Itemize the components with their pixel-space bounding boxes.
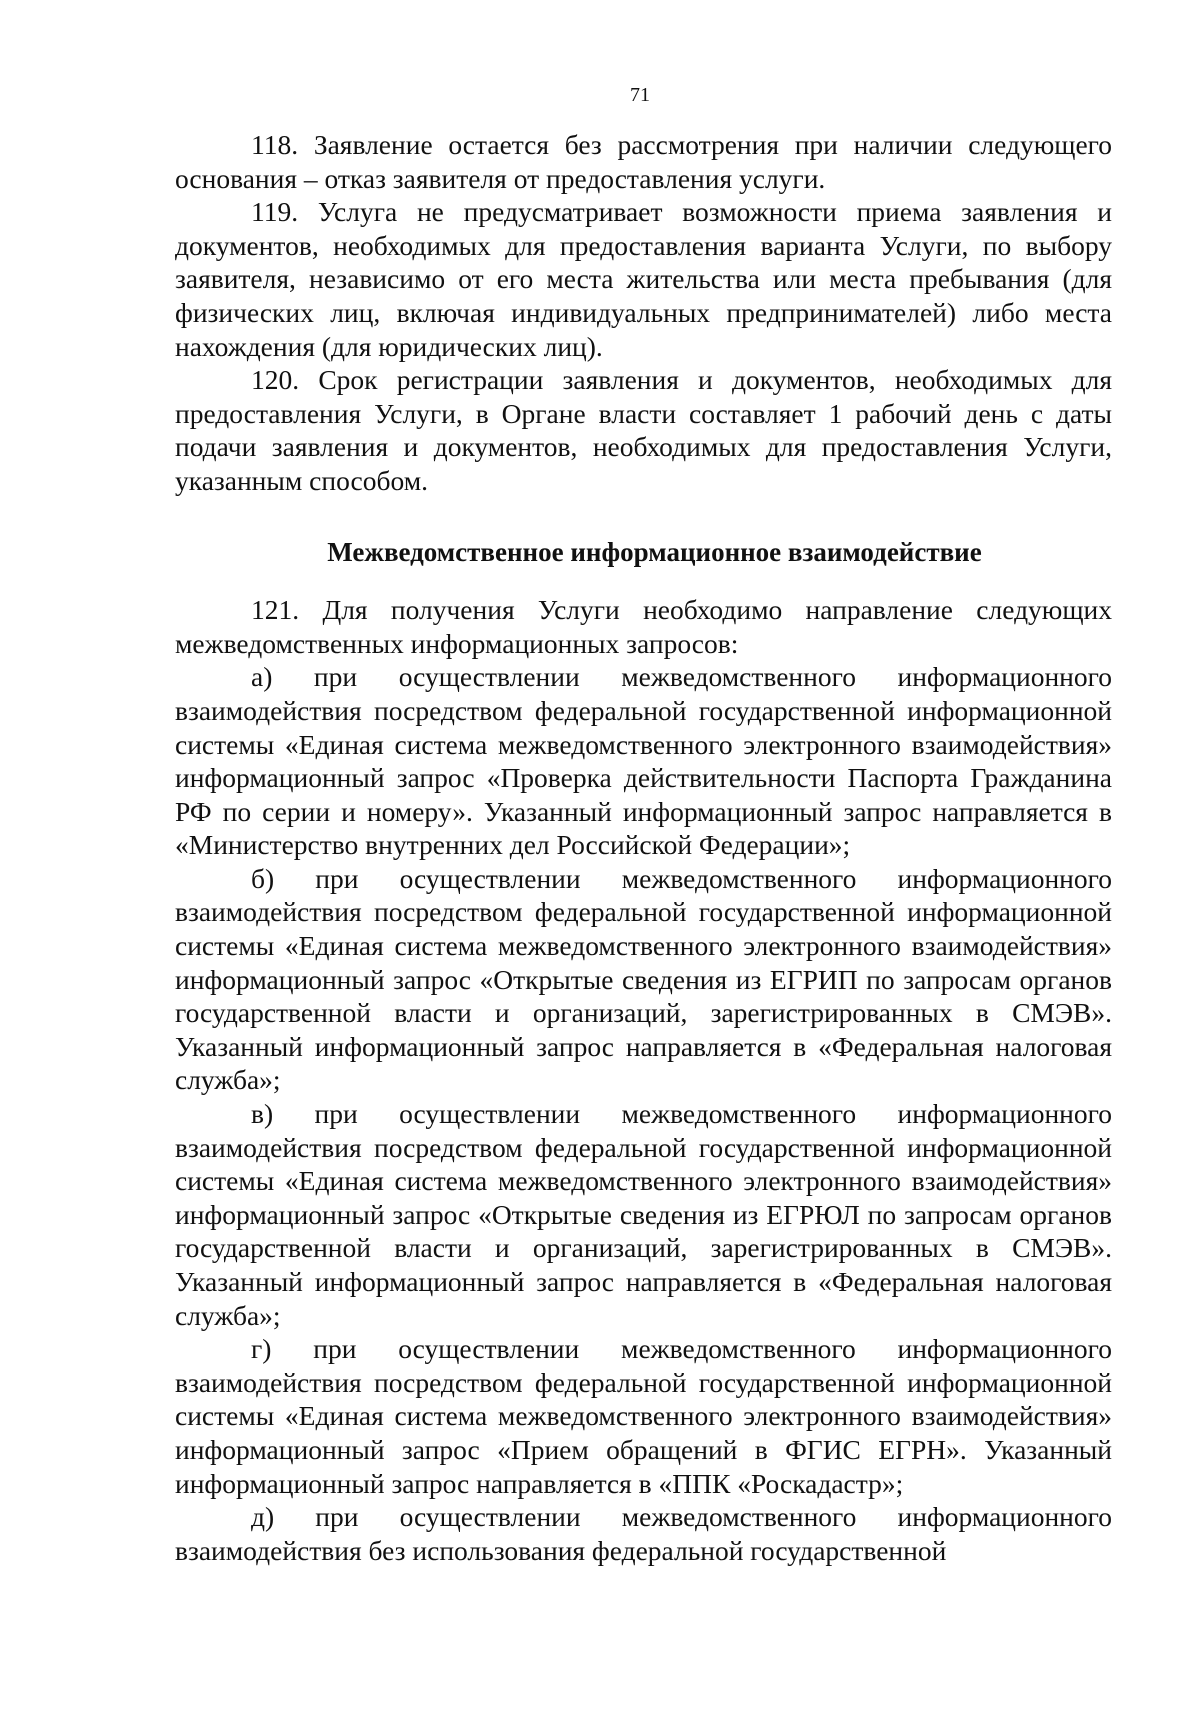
section-heading: Межведомственное информационное взаимодействие	[327, 536, 982, 567]
page-number: 71	[630, 84, 650, 106]
page-content	[175, 128, 1112, 1567]
list-item-d: д) при осуществлении межведомственного информационного взаимодействия без использования федеральной государственной	[175, 1501, 1112, 1566]
paragraph-119: 119. Услуга не предусматривает возможности приема заявления и документов, необходимых для предоставления варианта Услуги, по выбору заявителя, независимо от его места жительства или места пребывания (для физических лиц, включая индивидуальных предпринимателей) либо места нахождения (для юридических лиц).	[175, 196, 1112, 362]
list-item-g: г) при осуществлении межведомственного информационного взаимодействия посредством федеральной государственной информационной системы «Единая система межведомственного электронного взаимодействия» информационный запрос «Прием обращений в ФГИС ЕГРН». Указанный информационный запрос направляется в «ППК «Роскадастр»;	[175, 1333, 1112, 1499]
paragraph-121: 121. Для получения Услуги необходимо направление следующих межведомственных информационных запросов:	[175, 594, 1112, 659]
list-item-v: в) при осуществлении межведомственного информационного взаимодействия посредством федеральной государственной информационной системы «Единая система межведомственного электронного взаимодействия» информационный запрос «Открытые сведения из ЕГРЮЛ по запросам органов государственной власти и организаций, зарегистрированных в СМЭВ». Указанный информационный запрос направляется в «Федеральная налоговая служба»;	[175, 1098, 1112, 1331]
list-item-a: а) при осуществлении межведомственного информационного взаимодействия посредством федеральной государственной информационной системы «Единая система межведомственного электронного взаимодействия» информационный запрос «Проверка действительности Паспорта Гражданина РФ по серии и номеру». Указанный информационный запрос направляется в «Министерство внутренних дел Российской Федерации»;	[175, 661, 1112, 861]
list-item-b: б) при осуществлении межведомственного информационного взаимодействия посредством федеральной государственной информационной системы «Единая система межведомственного электронного взаимодействия» информационный запрос «Открытые сведения из ЕГРИП по запросам органов государственной власти и организаций, зарегистрированных в СМЭВ». Указанный информационный запрос направляется в «Федеральная налоговая служба»;	[175, 862, 1112, 1096]
paragraph-120: 120. Срок регистрации заявления и документов, необходимых для предоставления Услуги, в Органе власти составляет 1 рабочий день с даты подачи заявления и документов, необходимых для предоставления Услуги, указанным способом.	[175, 364, 1112, 496]
paragraph-118: 118. Заявление остается без рассмотрения при наличии следующего основания – отказ заявителя от предоставления услуги.	[175, 129, 1112, 194]
